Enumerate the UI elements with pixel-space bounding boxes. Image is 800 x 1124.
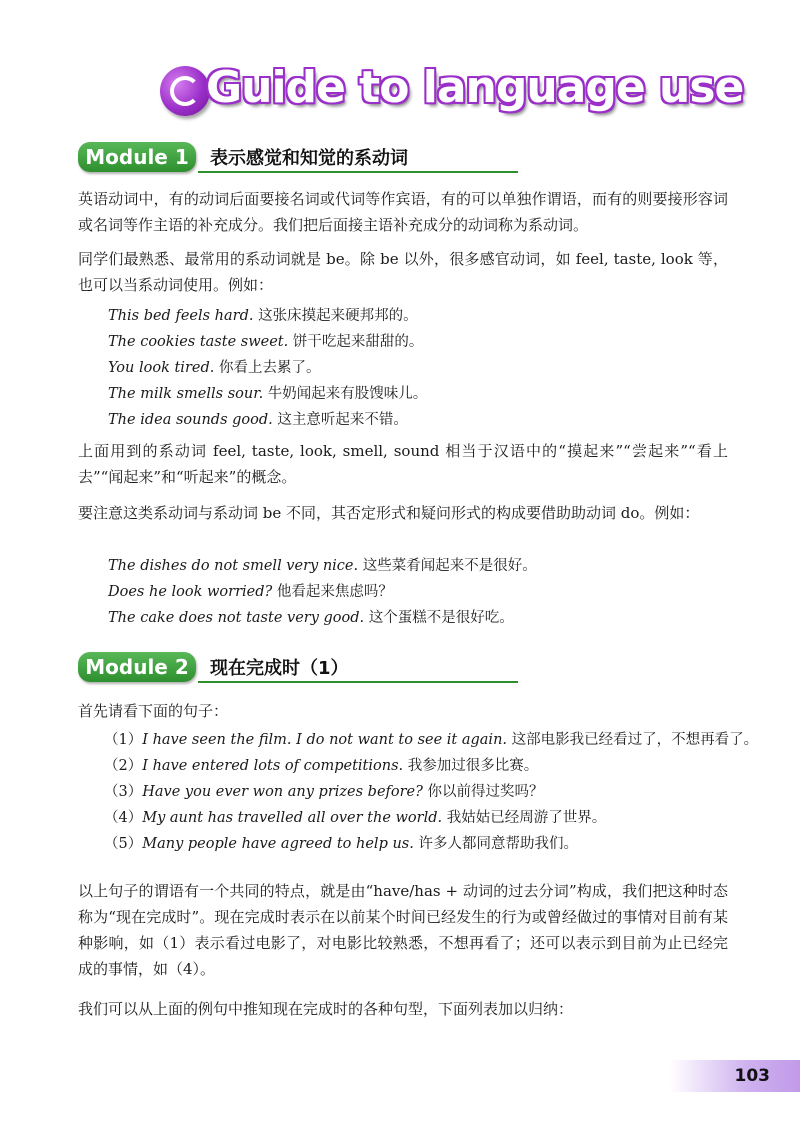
module-1-paragraph-4: 要注意这类系动词与系动词 be 不同，其否定形式和疑问形式的构成要借助助动词 do。例如：: [78, 504, 700, 522]
module-1-example-7: Does he look worried? 他看起来焦虑吗？: [108, 584, 393, 600]
module-1-paragraph-2: 同学们最熟悉、最常用的系动词就是 be。除 be 以外，很多感官动词，如 feel, taste, look 等，也可以当系动词使用。例如：: [78, 250, 728, 294]
module-1-example-1: This bed feels hard. 这张床摸起来硬邦邦的。: [108, 308, 418, 324]
module-2-paragraph-2: 我们可以从上面的例句中推知现在完成时的各种句型，下面列表加以归纳：: [78, 1000, 574, 1018]
title-text: Guide to language use: [206, 62, 744, 113]
module-1-header: [78, 142, 518, 172]
module-2-header: [78, 652, 518, 682]
module-2-example-2: （2）I have entered lots of competitions. 我参加过很多比赛。: [104, 758, 539, 774]
module-2-example-3: （3）Have you ever won any prizes before? 你以前得过奖吗？: [104, 784, 544, 800]
page-title: [160, 62, 744, 122]
module-1-paragraph-3: 上面用到的系动词 feel, taste, look, smell, sound 相当于汉语中的“摸起来”“尝起来”“看上去”“闻起来”和“听起来”的概念。: [78, 442, 728, 486]
page-number: 103: [670, 1060, 800, 1092]
module-2-intro: 首先请看下面的句子：: [78, 702, 229, 720]
module-1-example-6: The dishes do not smell very nice. 这些菜肴闻起来不是很好。: [108, 558, 537, 574]
module-1-example-5: The idea sounds good. 这主意听起来不错。: [108, 412, 408, 428]
module-1-paragraph-1: 英语动词中，有的动词后面要接名词或代词等作宾语，有的可以单独作谓语，而有的则要接形容词或名词等作主语的补充成分。我们把后面接主语补充成分的动词称为系动词。: [78, 190, 728, 234]
module-2-badge: Module 2: [78, 652, 196, 682]
module-1-example-3: You look tired. 你看上去累了。: [108, 360, 321, 376]
module-2-example-5: （5）Many people have agreed to help us. 许多人都同意帮助我们。: [104, 836, 578, 852]
title-logo-icon: [160, 66, 210, 116]
module-1-example-8: The cake does not taste very good. 这个蛋糕不是很好吃。: [108, 610, 514, 626]
module-2-example-4: （4）My aunt has travelled all over the world. 我姑姑已经周游了世界。: [104, 810, 607, 826]
module-1-badge: Module 1: [78, 142, 196, 172]
module-2-title: 现在完成时（1）: [210, 658, 349, 679]
module-1-title: 表示感觉和知觉的系动词: [210, 148, 408, 169]
module-2-rule: [198, 681, 518, 683]
module-2-paragraph-1: 以上句子的谓语有一个共同的特点，就是由“have/has + 动词的过去分词”构成，我们把这种时态称为“现在完成时”。现在完成时表示在以前某个时间已经发生的行为或曾经做过的事情对目前有某种影响，如（1）表示看过电影了，对电影比较熟悉，不想再看了；还可以表示到目前为止已经完成的事情，如（4）。: [78, 882, 728, 978]
module-2-example-1: （1）I have seen the film. I do not want to see it again. 这部电影我已经看过了，不想再看了。: [104, 732, 759, 748]
module-1-rule: [198, 171, 518, 173]
module-1-example-4: The milk smells sour. 牛奶闻起来有股馊味儿。: [108, 386, 428, 402]
module-1-example-2: The cookies taste sweet. 饼干吃起来甜甜的。: [108, 334, 424, 350]
